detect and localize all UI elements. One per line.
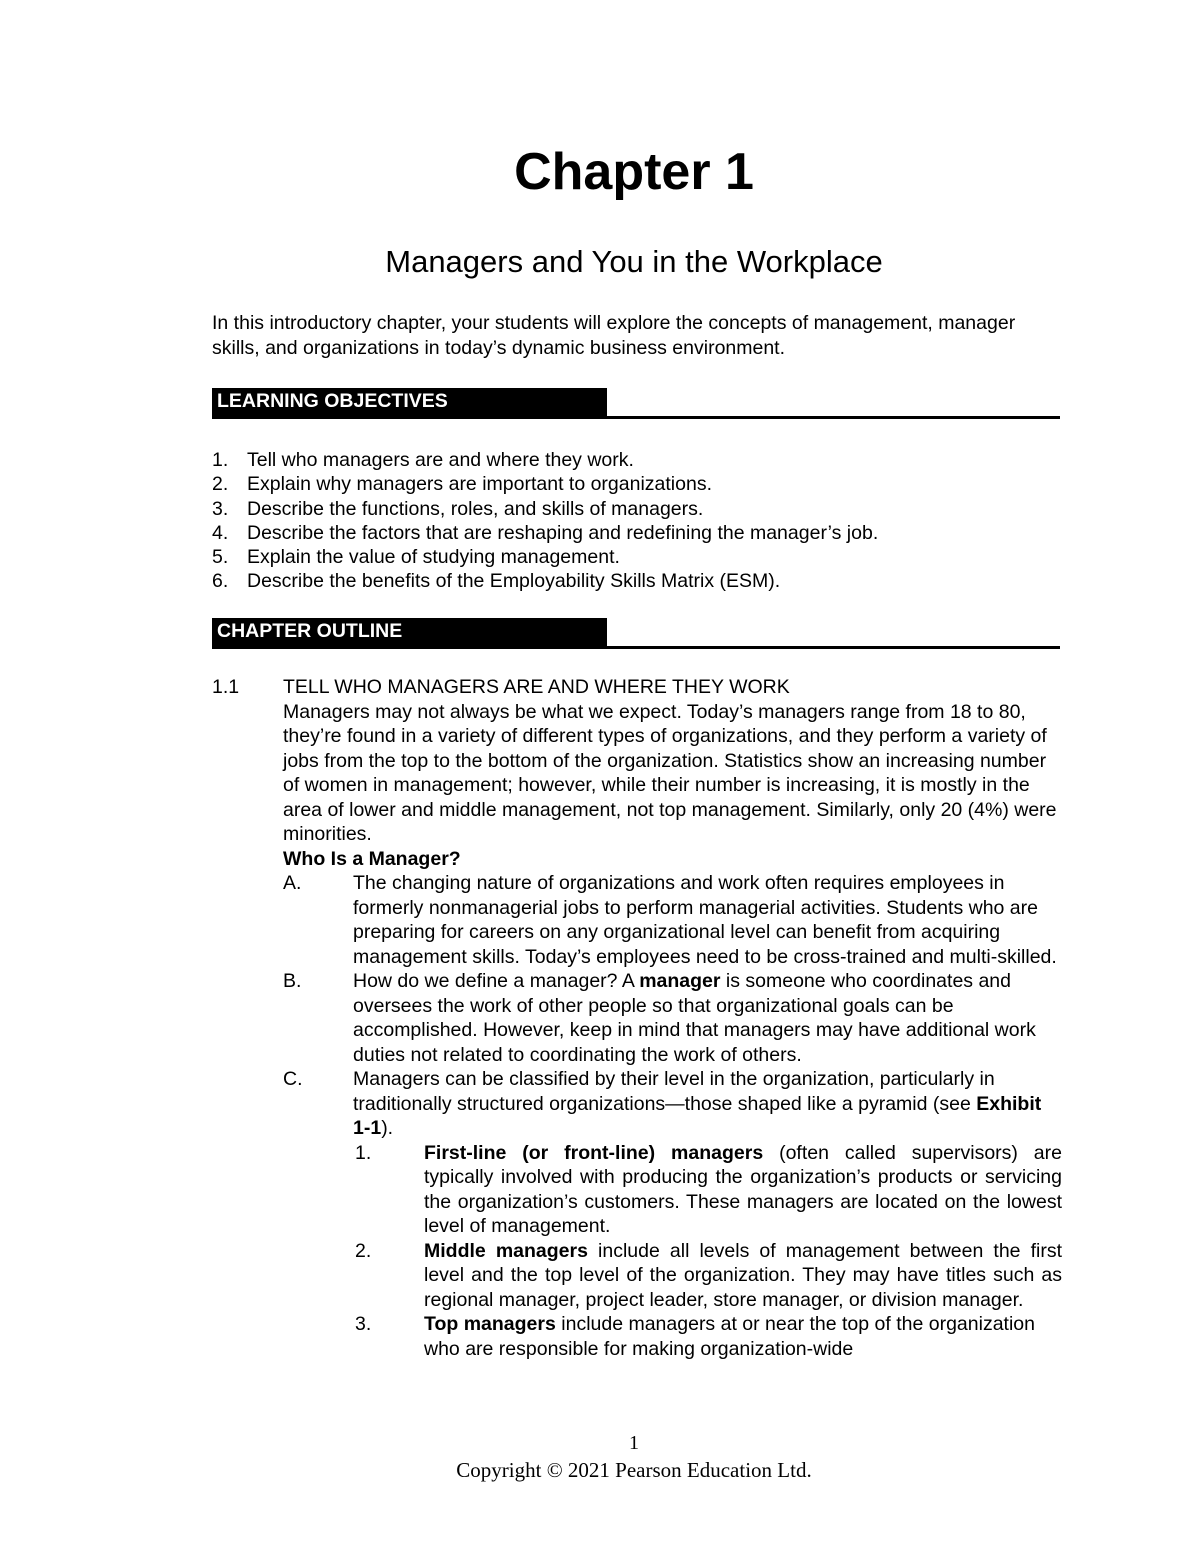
- list-item: [212, 448, 1062, 472]
- list-item: [212, 497, 1062, 521]
- item-text: Managers can be classified by their level in the organization, particularly in traditionally structured organizations—those shaped like a pyramid (see Exhibit 1-1).: [353, 1068, 1042, 1139]
- item-text: Top managers include managers at or near the top of the organization who are responsible for making organization-wide: [424, 1313, 1035, 1360]
- item-text: The changing nature of organizations and work often requires employees in formerly nonmanagerial jobs to perform managerial activities. Students who are preparing for careers on any organizational level can benefit from acquiring management skills. Today’s employees need to be cross-trained and multi-skilled.: [353, 872, 1057, 968]
- outline-section: [212, 675, 1062, 871]
- key-term: Middle managers: [424, 1239, 588, 1262]
- item-text: How do we define a manager? A manager is someone who coordinates and oversees the work of other people so that organizational goals can be accomplished. However, keep in mind that managers may have additional work duties not related to coordinating the work of others.: [353, 970, 1036, 1066]
- item-text: Describe the functions, roles, and skills of managers.: [247, 497, 704, 520]
- item-number: 3.: [212, 497, 229, 520]
- item-text: Explain why managers are important to organizations.: [247, 473, 712, 496]
- section-body: Managers may not always be what we expect. Today’s managers range from 18 to 80, they’re found in a variety of different types of organizations, and they perform a variety of jobs from the top to the bottom of the organization. Statistics show an increasing number of women in management; however, while their number is increasing, it is mostly in the area of lower and middle management, not top management. Similarly, only 20 (4%) were minorities.: [283, 700, 1057, 845]
- item-number: 5.: [212, 546, 229, 569]
- section-rule: [607, 416, 1060, 419]
- item-text: Describe the benefits of the Employability Skills Matrix (ESM).: [247, 570, 781, 593]
- page-number: 1: [629, 1432, 639, 1454]
- section-number: 1.1: [212, 676, 240, 698]
- key-term: manager: [639, 970, 721, 992]
- copyright-notice: Copyright © 2021 Pearson Education Ltd.: [456, 1458, 812, 1482]
- key-term: Top managers: [424, 1313, 556, 1335]
- outline-subitem: [212, 1239, 1062, 1313]
- outline-subitem: [212, 1312, 1062, 1361]
- section-heading-label: LEARNING OBJECTIVES: [212, 388, 607, 419]
- outline-subitem: [212, 1141, 1062, 1239]
- exhibit-reference: Exhibit 1-1: [353, 1092, 1042, 1139]
- learning-objectives-list: [212, 448, 1062, 594]
- item-number: 1.: [212, 449, 229, 471]
- item-text: Explain the value of studying management.: [247, 546, 620, 569]
- outline-item-c: [212, 1067, 1062, 1141]
- outline-item-b: [212, 969, 1062, 1067]
- chapter-title: Chapter 1: [514, 143, 754, 201]
- item-text: Tell who managers are and where they work.: [247, 449, 634, 471]
- item-number: 4.: [212, 521, 229, 544]
- item-label: C.: [283, 1068, 303, 1090]
- section-heading: TELL WHO MANAGERS ARE AND WHERE THEY WORK: [283, 676, 790, 698]
- list-item: [212, 569, 1062, 593]
- intro-paragraph: In this introductory chapter, your students will explore the concepts of management, manager skills, and organizations in today’s dynamic business environment.: [212, 312, 1016, 359]
- chapter-subtitle: Managers and You in the Workplace: [385, 244, 883, 279]
- section-rule: [607, 646, 1060, 649]
- item-number: 6.: [212, 570, 229, 593]
- item-label: 2.: [355, 1239, 372, 1262]
- item-label: 3.: [355, 1313, 372, 1335]
- item-label: 1.: [355, 1141, 372, 1164]
- chapter-outline: [212, 675, 1062, 1361]
- item-text: First-line (or front-line) managers (often called supervisors) are typically involved with producing the organization’s products or servicing the organization’s customers. These managers are located on the lowest level of management.: [424, 1141, 1062, 1237]
- list-item: [212, 472, 1062, 496]
- list-item: [212, 545, 1062, 569]
- learning-objectives-header: [212, 388, 1060, 422]
- item-text: Describe the factors that are reshaping and redefining the manager’s job.: [247, 521, 879, 544]
- section-heading-label: CHAPTER OUTLINE: [212, 618, 607, 649]
- list-item: [212, 521, 1062, 545]
- chapter-outline-header: [212, 618, 1060, 652]
- item-number: 2.: [212, 473, 229, 496]
- item-text: Middle managers include all levels of management between the first level and the top level of the organization. They may have titles such as regional manager, project leader, store manager, or division manager.: [424, 1239, 1063, 1311]
- subheading: Who Is a Manager?: [283, 847, 461, 870]
- outline-item-a: [212, 871, 1062, 969]
- key-term: First-line (or front-line) managers: [424, 1141, 764, 1164]
- item-label: B.: [283, 970, 302, 992]
- item-label: A.: [283, 872, 302, 894]
